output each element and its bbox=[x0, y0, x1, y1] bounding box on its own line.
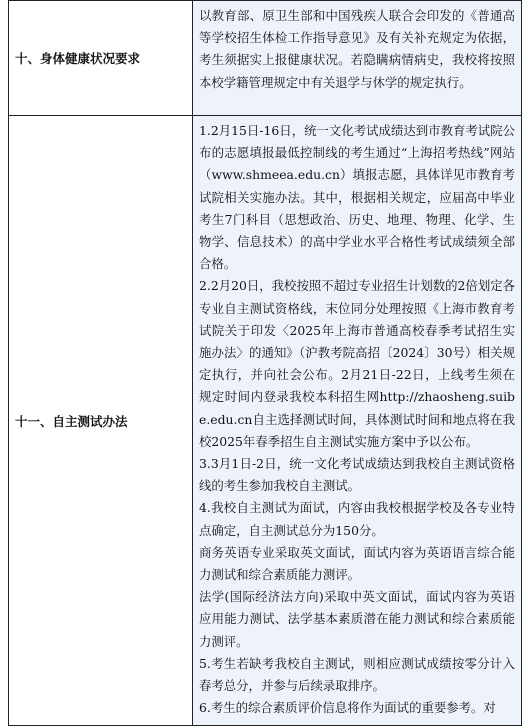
self-test-paragraph-4: 4.我校自主测试为面试，内容由我校根据学校及各专业特点确定，自主测试总分为150分。 bbox=[199, 500, 515, 538]
table-row-self-test bbox=[9, 116, 522, 726]
self-test-paragraph-1: 1.2月15日-16日，统一文化考试成绩达到市教育考试院公布的志愿填报最低控制线的考生通过“上海招考热线”网站（www.shmeea.edu.cn）填报志愿，具体详见市教育考试院相关实施办法。其中，根据相关规定，应届高中毕业考生7门科目（思想政治、历史、地理、物理、化学、生物学、信息技术）的高中学业水平合格性考试成绩须全部合格。 bbox=[199, 123, 515, 272]
self-test-paragraph-6: 6.考生的综合素质评价信息将作为面试的重要参考。对 bbox=[199, 700, 496, 716]
self-test-paragraph-business-english: 商务英语专业采取英文面试，面试内容为英语语言综合能力测试和综合素质能力测评。 bbox=[199, 544, 515, 583]
row-label-self-test: 十一、自主测试办法 bbox=[9, 116, 193, 726]
self-test-paragraph-law: 法学(国际经济法方向)采取中英文面试，面试内容为英语应用能力测试、法学基本素质潜在能力测试和综合素质能力测评。 bbox=[199, 589, 515, 649]
self-test-paragraph-5: 5.考生若缺考我校自主测试，则相应测试成绩按零分计入春考总分，并参与后续录取排序。 bbox=[199, 655, 515, 694]
self-test-paragraph-3: 3.3月1日-2日，统一文化考试成绩达到我校自主测试资格线的考生参加我校自主测试。 bbox=[199, 456, 515, 494]
row-content-self-test bbox=[193, 116, 522, 726]
health-paragraph: 以教育部、原卫生部和中国残疾人联合会印发的《普通高等学校招生体检工作指导意见》及有关补充规定为依据，考生须据实上报健康状况。若隐瞒病情病史，我校将按照本校学籍管理规定中有关退学与休学的规定执行。 bbox=[199, 8, 515, 90]
admission-rules-table bbox=[8, 0, 522, 726]
self-test-paragraph-2: 2.2月20日，我校按照不超过专业招生计划数的2倍划定各专业自主测试资格线，末位同分处理按照《上海市教育考试院关于印发〈2025年上海市普通高校春季考试招生实施办法〉的通知》（沪教考院高招〔2024〕30号）相关规定执行，并向社会公布。2月21日-22日，上线考生须在规定时间内登录我校本科招生网http://zhaosheng.suibe.edu.cn自主选择测试时间，具体测试时间和地点将在我校2025年春季招生自主测试实施方案中予以公布。 bbox=[199, 278, 515, 449]
row-label-health: 十、身体健康状况要求 bbox=[9, 1, 193, 116]
table-row-health bbox=[9, 1, 522, 116]
row-content-health bbox=[193, 1, 522, 116]
